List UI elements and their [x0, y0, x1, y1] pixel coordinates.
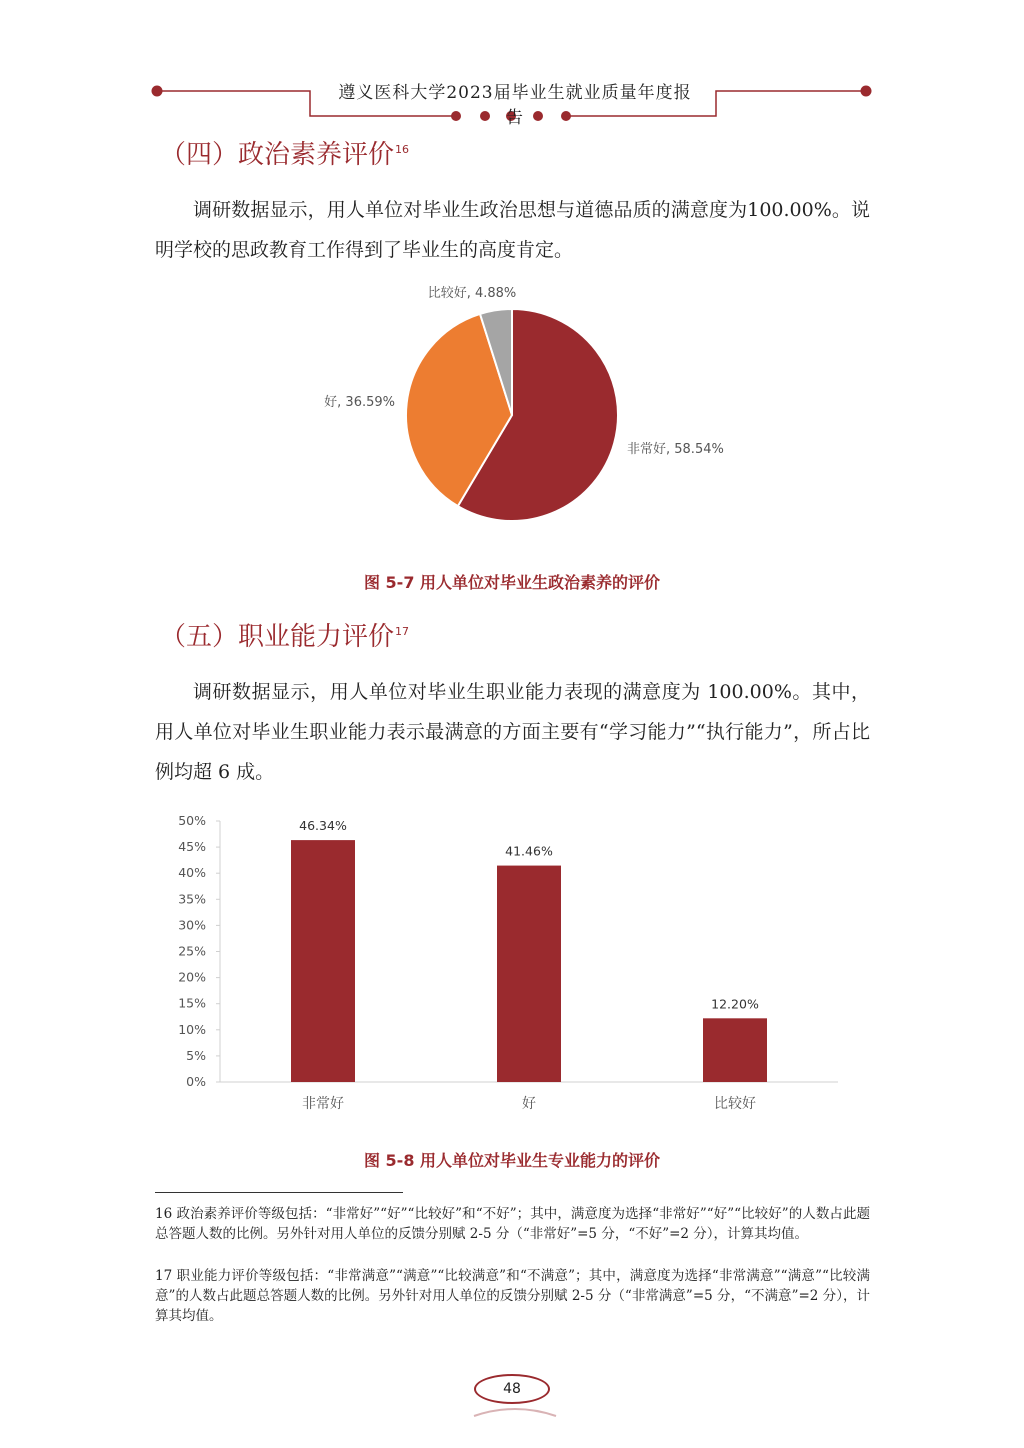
- bar-value-label-2: 12.20%: [711, 996, 759, 1012]
- pie-label-2: 比较好, 4.88%: [427, 286, 517, 301]
- x-tick-label-2: 比较好: [714, 1096, 756, 1112]
- figure-caption-5-8: 图 5-8 用人单位对毕业生专业能力的评价: [363, 1151, 661, 1170]
- section-heading-text: （五）职业能力评价: [160, 622, 395, 652]
- x-tick-label-1: 好: [522, 1096, 536, 1112]
- page-number: 48: [474, 1374, 550, 1404]
- bar-1: [497, 866, 561, 1082]
- x-tick-label-0: 非常好: [302, 1096, 344, 1112]
- section-heading-political: [160, 134, 409, 171]
- bar-2: [703, 1018, 767, 1082]
- footnote-divider: [155, 1192, 403, 1193]
- footnote-ref-16: 16: [395, 143, 410, 157]
- y-tick-label: 40%: [178, 865, 206, 881]
- y-tick-label: 20%: [178, 969, 206, 985]
- report-header-title: 遵义医科大学2023届毕业生就业质量年度报告: [338, 83, 692, 128]
- y-tick-label: 15%: [178, 995, 206, 1011]
- section-heading-text: （四）政治素养评价: [160, 140, 395, 170]
- y-tick-label: 0%: [186, 1074, 206, 1089]
- section-heading-professional: [160, 616, 409, 653]
- paragraph-professional: 调研数据显示，用人单位对毕业生职业能力表现的满意度为 100.00%。其中，用人单位对毕业生职业能力表示最满意的方面主要有“学习能力”“执行能力”，所占比例均超 6 成。: [155, 681, 870, 783]
- y-tick-label: 50%: [178, 813, 206, 828]
- footnote-16: 16 政治素养评价等级包括：“非常好”“好”“比较好”和“不好”；其中，满意度为选择“非常好”“好”“比较好”的人数占此题总答题人数的比例。另外针对用人单位的反馈分别赋 2-5 分（“非常好”=5 分，“不好”=2 分），计算其均值。: [155, 1206, 870, 1242]
- pie-label-1: 好, 36.59%: [324, 395, 395, 410]
- pie-chart-political: [300, 278, 760, 538]
- y-tick-label: 35%: [178, 891, 206, 907]
- bar-value-label-1: 41.46%: [505, 843, 553, 859]
- bar-0: [291, 840, 355, 1082]
- bar-value-label-0: 46.34%: [299, 818, 347, 834]
- y-tick-label: 25%: [178, 943, 206, 959]
- y-tick-label: 5%: [186, 1047, 206, 1063]
- figure-caption-5-7: 图 5-7 用人单位对毕业生政治素养的评价: [363, 573, 661, 592]
- paragraph-political: 调研数据显示，用人单位对毕业生政治思想与道德品质的满意度为100.00%。说明学校的思政教育工作得到了毕业生的高度肯定。: [155, 199, 870, 261]
- y-tick-label: 45%: [178, 839, 206, 855]
- y-tick-label: 10%: [178, 1021, 206, 1037]
- bar-chart-professional: [160, 805, 860, 1125]
- pie-label-0: 非常好, 58.54%: [627, 442, 724, 457]
- footnote-ref-17: 17: [395, 625, 410, 639]
- footnote-17: 17 职业能力评价等级包括：“非常满意”“满意”“比较满意”和“不满意”；其中，满意度为选择“非常满意”“满意”“比较满意”的人数占此题总答题人数的比例。另外针对用人单位的反馈分别赋 2-5 分（“非常满意”=5 分，“不满意”=2 分），计算其均值。: [155, 1268, 870, 1324]
- page-number-swoosh: [470, 1400, 560, 1422]
- y-tick-label: 30%: [178, 917, 206, 933]
